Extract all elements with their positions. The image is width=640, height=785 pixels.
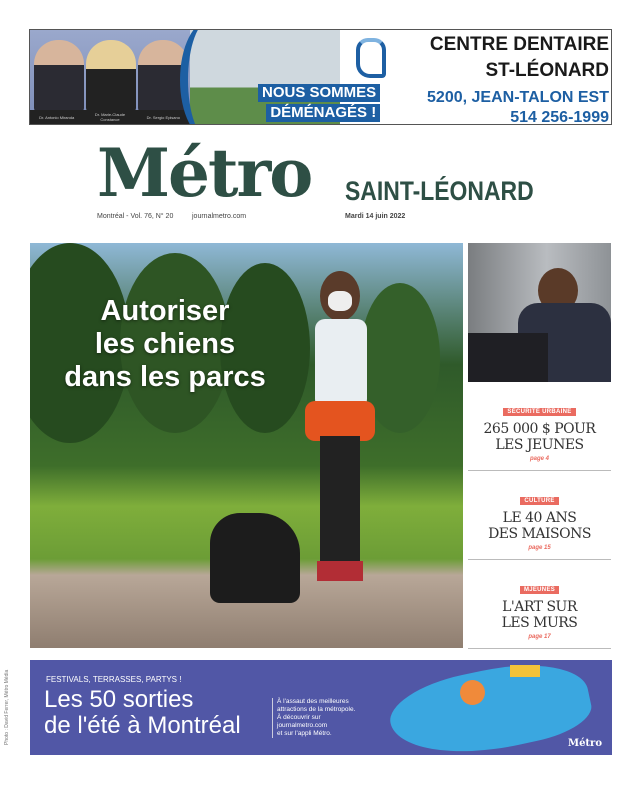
dental-ad[interactable] [29,29,612,125]
volume-info: Montréal - Vol. 76, N° 20 [97,213,174,220]
ad-clinic-name: ST-LÉONARD [485,60,609,81]
masthead-logo: Métro [97,134,312,212]
doctor-photo [34,40,84,112]
story-tag: MJEUNES [520,586,559,594]
ad-phone: 514 256-1999 [510,109,609,125]
divider [468,559,611,560]
story-title: L'ART SUR LES MURS [501,599,578,631]
story-tag: SÉCURITÉ URBAINE [503,408,575,416]
story-teaser[interactable] [468,578,611,640]
story-title: 265 000 $ POUR LES JEUNES [483,421,596,453]
promo-title: Les 50 sorties de l'été à Montréal [44,686,241,739]
edition-name: SAINT-LÉONARD [345,176,534,206]
story-page: page 15 [528,545,551,551]
dome-icon [460,680,485,705]
dog [210,513,300,603]
story-page: page 17 [528,634,551,640]
story-tag: CULTURE [520,497,558,505]
cover-photo[interactable] [30,243,463,648]
promo-kicker: FESTIVALS, TERRASSES, PARTYS ! [46,675,182,684]
doctor-name: Dr. Sergio Episano [146,114,180,120]
divider [468,648,611,649]
cover-headline[interactable] [30,295,300,394]
ad-swoosh [180,29,240,125]
headline-line: Autoriser [100,295,230,327]
headline-line: dans les parcs [64,361,266,393]
side-photo[interactable] [468,243,611,382]
doctor-name: Dr. Marie-Claude Constance [94,112,126,122]
photo-credit: Photo : David Ferrer, Métro Média [4,669,10,745]
promo-blurb: À l'assaut des meilleures attractions de la métropole. À découvrir sur journalmetro.com et sur l'appli Métro. [272,698,355,738]
website-link[interactable]: journalmetro.com [192,213,247,220]
headline-line: les chiens [94,328,236,360]
banner-line: NOUS SOMMES [258,84,380,102]
promo-metro-logo: Métro [568,738,602,749]
story-teaser[interactable] [468,400,611,462]
montreal-map-illustration [384,660,596,755]
summer-promo-banner[interactable] [30,660,612,755]
ad-address: 5200, JEAN-TALON EST [427,89,609,106]
doctor-name: Dr. Antonio Miranda [39,114,75,120]
ad-clinic-name: CENTRE DENTAIRE [429,34,609,55]
doctor-photo [86,40,136,112]
ad-info [348,30,612,125]
banner-line: DÉMÉNAGÉS ! [266,104,380,122]
tooth-icon [356,38,386,78]
bus-icon [510,665,540,677]
divider [468,470,611,471]
woman-walking [295,271,385,611]
story-teaser[interactable] [468,489,611,551]
story-title: LE 40 ANS DES MAISONS [488,510,591,542]
issue-date: Mardi 14 juin 2022 [345,213,406,220]
story-page: page 4 [529,456,549,462]
doctor-names [30,110,190,124]
